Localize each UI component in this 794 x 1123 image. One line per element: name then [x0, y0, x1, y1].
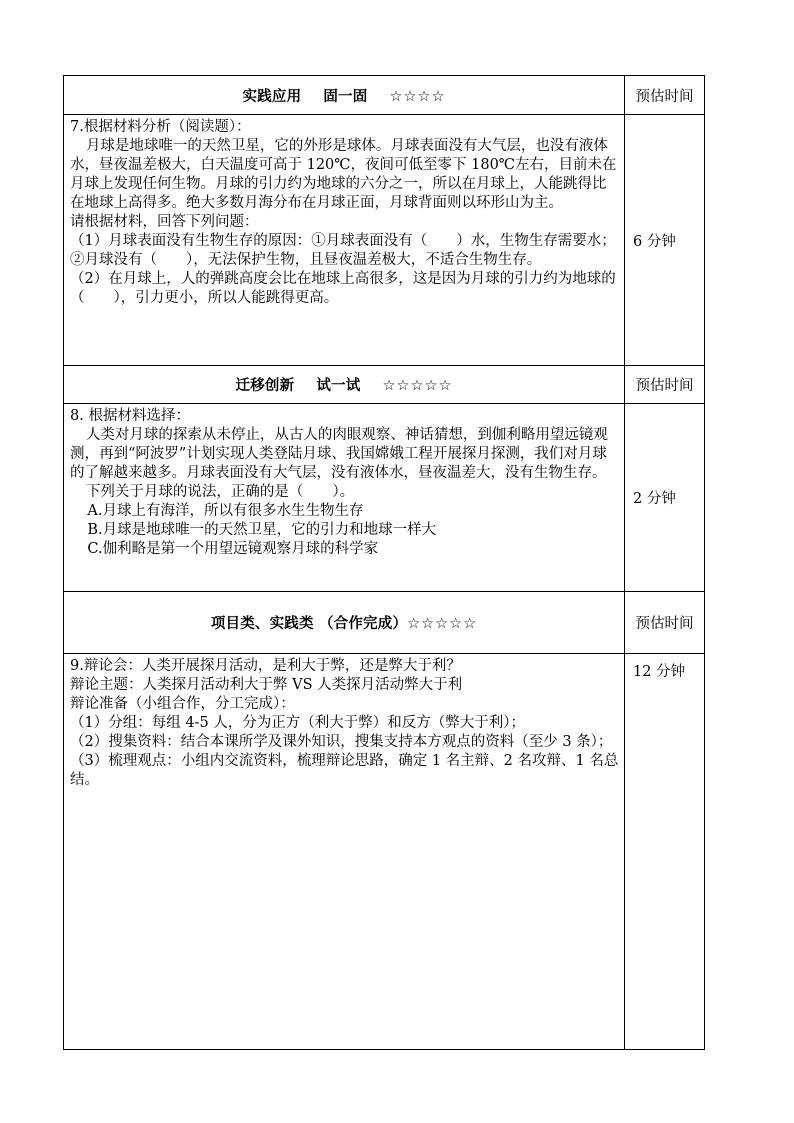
section2-time: 2 分钟 [625, 404, 705, 592]
question-8-option-b: B.月球是地球唯一的天然卫星，它的引力和地球一样大 [87, 522, 437, 538]
section3-time: 12 分钟 [625, 654, 705, 1050]
question-7-part-1: （1）月球表面没有生物生存的原因：①月球表面没有（ ）水，生物生存需要水；②月球没有（ ），无法保护生物，且昼夜温差极大，不适合生物生存。 [70, 233, 616, 268]
section2-stars: ☆☆☆☆☆ [382, 378, 453, 394]
section2-time-header: 预估时间 [625, 366, 705, 404]
section3-stars: ☆☆☆☆☆ [407, 616, 478, 632]
debate-step-2: （2）搜集资料：结合本课所学及课外知识，搜集支持本方观点的资料（至少 3 条）； [70, 734, 613, 750]
section2-subtitle: 试一试 [316, 377, 361, 394]
section3-body-row [64, 654, 705, 1050]
section2-body-row [64, 404, 705, 592]
question-8 [64, 404, 625, 592]
question-8-prompt: 下列关于月球的说法，正确的是（ ）。 [85, 484, 355, 500]
section1-header-row [64, 76, 705, 115]
worksheet-table [63, 75, 705, 1050]
question-8-title: 8. 根据材料选择： [70, 408, 190, 424]
section3-time-header: 预估时间 [625, 592, 705, 654]
debate-preparation: 辩论准备（小组合作，分工完成）： [70, 696, 295, 712]
section2-header-row [64, 366, 705, 404]
section2-title: 迁移创新 [235, 377, 295, 394]
question-8-option-a: A.月球上有海洋，所以有很多水生生物生存 [87, 503, 364, 519]
section1-stars: ☆☆☆☆ [389, 88, 446, 105]
section1-subtitle: 固一固 [323, 87, 368, 105]
question-7 [64, 115, 625, 366]
question-7-prompt: 请根据材料，回答下列问题： [70, 214, 259, 230]
section1-title: 实践应用 [242, 87, 302, 105]
debate-step-3: （3）梳理观点：小组内交流资料，梳理辩论思路，确定 1 名主辩、2 名攻辩、1 名总结。 [70, 753, 619, 788]
question-9 [64, 654, 625, 1050]
section3-header [64, 592, 625, 654]
debate-topic: 辩论主题：人类探月活动利大于弊 VS 人类探月活动弊大于利 [70, 677, 463, 693]
question-7-title: 7.根据材料分析（阅读题）： [70, 119, 251, 135]
section1-time-header: 预估时间 [625, 76, 705, 115]
section3-header-row [64, 592, 705, 654]
section3-title: 项目类、实践类 （合作完成） [210, 615, 408, 632]
section1-body-row [64, 115, 705, 366]
question-9-title: 9.辩论会：人类开展探月活动，是利大于弊，还是弊大于利？ [70, 658, 461, 674]
debate-step-1: （1）分组：每组 4-5 人，分为正方（利大于弊）和反方（弊大于利）； [70, 715, 526, 731]
section1-time: 6 分钟 [625, 115, 705, 366]
question-7-part-2: （2）在月球上，人的弹跳高度会比在地球上高很多，这是因为月球的引力约为地球的（ ），引力更小，所以人能跳得更高。 [70, 271, 616, 306]
question-7-material: 月球是地球唯一的天然卫星，它的外形是球体。月球表面没有大气层，也没有液体水，昼夜温差极大，白天温度可高于 120℃，夜间可低至零下 180℃左右，目前未在月球上发现任何生物。月球的引力约为地球的六分之一，所以在月球上，人能跳得比在地球上高得多。绝大多数月海分布在月球正面，月球背面则以环形山为主。 [70, 138, 617, 211]
section1-header [64, 76, 625, 115]
question-8-material: 人类对月球的探索从未停止，从古人的肉眼观察、神话猜想，到伽利略用望远镜观测，再到“阿波罗”计划实现人类登陆月球、我国嫦娥工程开展探月探测，我们对月球的了解越来越多。月球表面没有大气层，没有液体水，昼夜温差大，没有生物生存。 [70, 427, 608, 481]
question-8-option-c: C.伽利略是第一个用望远镜观察月球的科学家 [87, 541, 379, 557]
section2-header [64, 366, 625, 404]
